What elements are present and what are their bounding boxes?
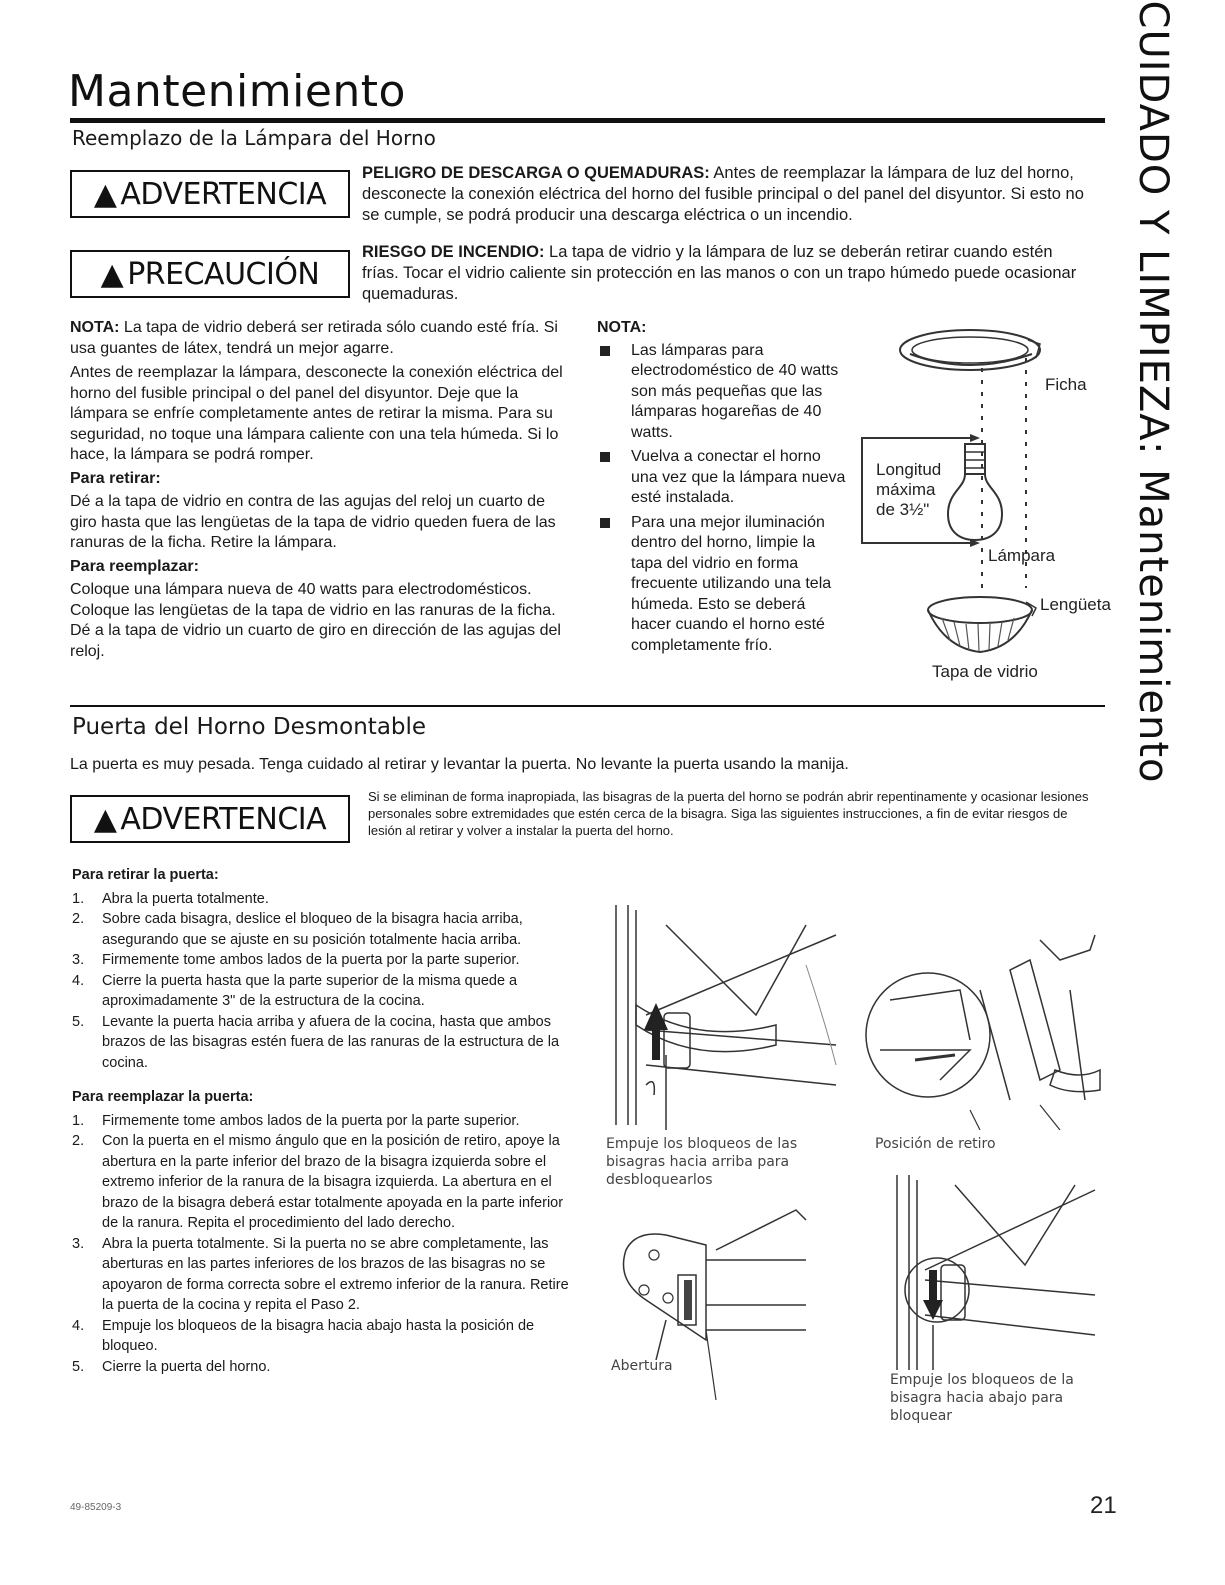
step-text: Levante la puerta hacia arriba y afuera de la cocina, hasta que ambos brazos de las bisagras estén fuera de las ranuras de la estructura de la cocina. [102, 1013, 560, 1071]
warning-lead: PELIGRO DE DESCARGA O QUEMADURAS: [362, 164, 710, 182]
section-rule [70, 705, 1105, 707]
page-number: 21 [1090, 1492, 1117, 1519]
warning-text [362, 163, 1102, 226]
remove-text: Dé a la tapa de vidrio en contra de las agujas del reloj un cuarto de giro hasta que las lengüetas de la tapa de vidrio queden fuera de las ranuras de la ficha. Retire la lámpara. [70, 493, 556, 551]
caution-body: La tapa de vidrio y la lámpara de luz se deberán retirar cuando estén frías. Tocar el vidrio caliente sin protección en las manos o con un trapo húmedo puede ocasionar quemaduras. [362, 243, 1077, 303]
step-text: Firmemente tome ambos lados de la puerta por la parte superior. [102, 952, 520, 968]
side-tab [1123, 0, 1183, 784]
remove-heading: Para retirar: [70, 469, 161, 487]
warning-triangle-icon: ▲ [93, 176, 117, 212]
lamp-intro: Antes de reemplazar la lámpara, desconecte la conexión eléctrica del horno del fusible principal o del panel del disyuntor. Deje que la lámpara se enfríe completamente antes de retirar la misma. Para su seguridad, no toque una lámpara caliente con una tela húmeda. Si lo hace, la lámpara se podrá romper. [70, 364, 563, 463]
label-tapa: Tapa de vidrio [932, 662, 1038, 681]
step-text: Cierre la puerta del horno. [102, 1358, 271, 1375]
label-longitud-line: Longitud [876, 460, 942, 479]
replace-text: Coloque una lámpara nueva de 40 watts para electrodomésticos. Coloque las lengüetas de la tapa de vidrio en las ranuras de la ficha. Dé a la tapa de vidrio un cuarto de giro en dirección de las agujas del reloj. [70, 581, 561, 660]
list-item: 4. Cierre la puerta hasta que la parte superior de la misma quede a aproximadamente 3" de la estructura de la cocina. [72, 972, 518, 1009]
lamp-note [70, 318, 570, 359]
label-lampara: Lámpara [988, 546, 1056, 565]
warning-triangle-icon: ▲ [93, 801, 117, 837]
door-instructions [72, 865, 582, 1377]
step-text: Empuje los bloqueos de la bisagra hacia abajo hasta la posición de bloqueo. [102, 1317, 535, 1354]
replace-heading: Para reemplazar: [70, 557, 199, 575]
notes-heading: NOTA: [597, 319, 647, 336]
label-ficha: Ficha [1045, 375, 1087, 394]
note-text: La tapa de vidrio deberá ser retirada sólo cuando esté fría. Si usa guantes de látex, tendrá un mejor agarre. [70, 319, 558, 357]
label-lengueta: Lengüeta [1040, 595, 1111, 614]
lamp-instructions [70, 318, 570, 662]
list-item: 5. Cierre la puerta del horno. [72, 1358, 271, 1375]
caption-opening: Abertura [611, 1358, 673, 1374]
label-longitud-line: máxima [876, 480, 936, 499]
list-item: 3. Firmemente tome ambos lados de la puerta por la parte superior. [72, 952, 520, 968]
doc-code: 49-85209-3 [70, 1502, 122, 1513]
warning-triangle-icon: ▲ [100, 256, 124, 292]
warning-label: ADVERTENCIA [120, 176, 327, 212]
section-title-lamp: Reemplazo de la Lámpara del Horno [72, 126, 436, 150]
step-text: Sobre cada bisagra, deslice el bloqueo de la bisagra hacia arriba, asegurando que se ajuste en su posición totalmente hacia arriba. [102, 911, 523, 948]
title-rule [70, 118, 1105, 123]
step-text: Firmemente tome ambos lados de la puerta por la parte superior. [102, 1112, 520, 1129]
door-warning-text: Si se eliminan de forma inapropiada, las bisagras de la puerta del horno se podrán abrir repentinamente y ocasionar lesiones personales sobre extremidades que estén cerca de la bisagra. Siga las siguientes instrucciones, a fin de evitar riesgos de lesión al retirar y volver a instalar la puerta del horno. [368, 789, 1089, 838]
warning-body: Antes de reemplazar la lámpara de luz del horno, desconecte la conexión eléctrica del horno del fusible principal o del panel del disyuntor. Si esto no se cumple, se podrá producir una descarga eléctrica o un incendio. [362, 164, 1084, 224]
caution-label: PRECAUCIÓN [127, 256, 320, 292]
list-item: Las lámparas para electrodoméstico de 40 watts son más pequeñas que las lámparas hogareñas de 40 watts. [597, 341, 847, 444]
caution-lead: RIESGO DE INCENDIO: [362, 243, 545, 261]
caption-unlock: Empuje los bloqueos de las bisagras hacia arriba para desbloquearlos [606, 1136, 798, 1188]
list-item: 1. Firmemente tome ambos lados de la puerta por la parte superior. [72, 1112, 520, 1129]
warning-badge [70, 170, 350, 218]
removal-position-illustration [860, 930, 1105, 1130]
note-lead: NOTA: [70, 319, 120, 336]
door-remove-heading: Para retirar la puerta: [72, 867, 219, 883]
list-item: 1. Abra la puerta totalmente. [72, 890, 269, 907]
label-longitud-line: de 3½" [876, 500, 930, 519]
door-intro: La puerta es muy pesada. Tenga cuidado al retirar y levantar la puerta. No levante la puerta usando la manija. [70, 756, 849, 773]
step-text: Con la puerta en el mismo ángulo que en la posición de retiro, apoye la abertura en la parte inferior del brazo de la bisagra izquierda sobre el extremo inferior de la ranura de la bisagra izquierda. La abertura en el brazo de la bisagra deberá estar totalmente apoyada en la parte inferior de la ranura. Repita el procedimiento del lado derecho. [102, 1133, 564, 1231]
page-title: Mantenimiento [68, 66, 406, 117]
list-item: 2. Con la puerta en el mismo ángulo que en la posición de retiro, apoye la abertura en la parte inferior del brazo de la bisagra izquierda sobre el extremo inferior de la ranura de la bisagra izquierda. La abertura en el brazo de la bisagra deberá estar totalmente apoyada en la parte inferior de la ranura. Repita el procedimiento del lado derecho. [72, 1133, 564, 1231]
step-text: Cierre la puerta hasta que la parte superior de la misma quede a aproximadamente 3" de la estructura de la cocina. [102, 972, 518, 1009]
warning-label: ADVERTENCIA [120, 801, 327, 837]
step-text: Abra la puerta totalmente. [102, 890, 269, 907]
list-item: Para una mejor iluminación dentro del horno, limpie la tapa del vidrio en forma frecuente utilizando una tela húmeda. Esto se deberá hacer cuando el horno esté completamente frío. [597, 513, 847, 657]
door-replace-heading: Para reemplazar la puerta: [72, 1089, 254, 1105]
list-item: 3. Abra la puerta totalmente. Si la puerta no se abre completamente, las aberturas en las partes inferiores de los brazos de las bisagras no se apoyaron de forma correcta sobre el extremo inferior de la ranura. Retire la puerta de la cocina y repita el Paso 2. [72, 1235, 569, 1313]
hinge-lock-illustration [885, 1175, 1105, 1375]
caution-badge [70, 250, 350, 298]
warning-badge [70, 795, 350, 843]
list-item: 4. Empuje los bloqueos de la bisagra hacia abajo hasta la posición de bloqueo. [72, 1317, 535, 1354]
caption-removal: Posición de retiro [875, 1136, 996, 1152]
hinge-unlock-illustration [606, 905, 856, 1130]
section-title-door: Puerta del Horno Desmontable [72, 714, 427, 740]
list-item: Vuelva a conectar el horno una vez que la lámpara nueva esté instalada. [597, 447, 847, 509]
side-tab-label: CUIDADO Y LIMPIEZA: Mantenimiento [1130, 0, 1176, 784]
step-text: Abra la puerta totalmente. Si la puerta no se abre completamente, las aberturas en las partes inferiores de los brazos de las bisagras no se apoyaron de forma correcta sobre el extremo inferior de la ranura. Retire la puerta de la cocina y repita el Paso 2. [102, 1235, 569, 1313]
list-item: 5. Levante la puerta hacia arriba y afuera de la cocina, hasta que ambos brazos de las bisagras estén fuera de las ranuras de la estructura de la cocina. [72, 1013, 560, 1071]
caption-lock: Empuje los bloqueos de la bisagra hacia abajo para bloquear [890, 1372, 1074, 1424]
lamp-notes [597, 318, 847, 656]
label-longitud [876, 460, 941, 520]
list-item: 2. Sobre cada bisagra, deslice el bloqueo de la bisagra hacia arriba, asegurando que se ajuste en su posición totalmente hacia arriba. [72, 911, 523, 948]
caution-text [362, 242, 1082, 305]
